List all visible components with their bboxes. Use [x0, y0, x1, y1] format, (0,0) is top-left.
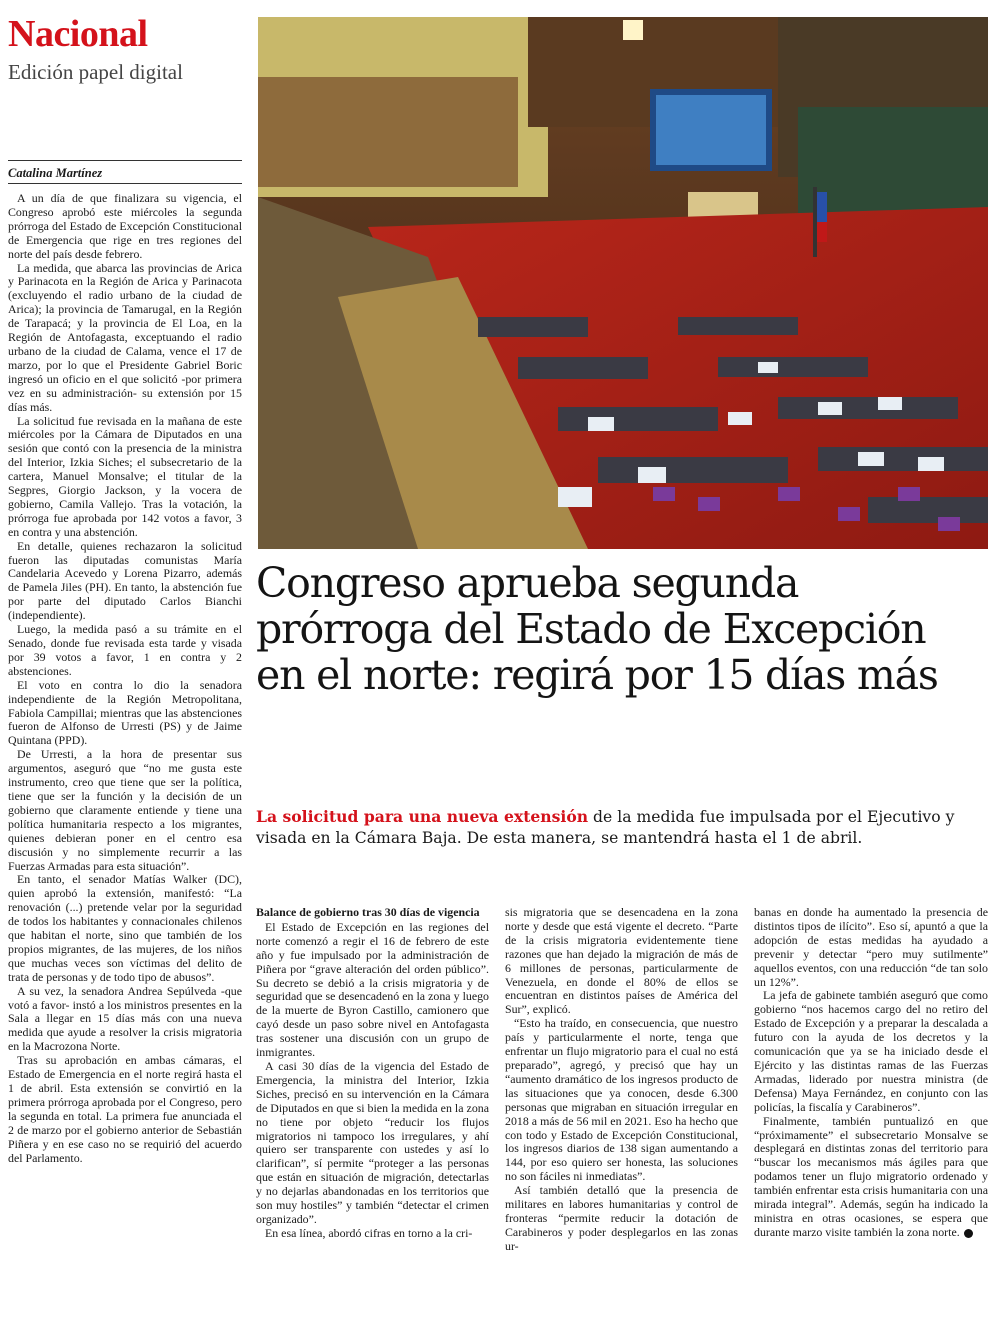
lead-text: de la medida fue impulsada por el Ejecutivo y visada en la Cámara Baja. De esta manera, se mantendrá hasta el 1 de abril.: [256, 808, 955, 847]
paragraph: [754, 1115, 988, 1240]
article-column-4: [754, 906, 988, 1240]
paragraph: En tanto, el senador Matías Walker (DC), quien aprobó la extensión, manifestó: “La renovación (...) pretende velar por la seguridad de todos los habitantes y connacionales chilenos que habitan el norte, sino que también de los propios migrantes, de las mujeres, de los niños que muchas veces son víctimas del delito de trata de personas y de todo tipo de abusos”.: [8, 872, 242, 984]
chamber-photo: [258, 17, 988, 549]
paragraph: “Esto ha traído, en consecuencia, que nuestro país y particularmente el norte, tenga que enfrentar un flujo migratorio para el cual no está preparado”, agregó, y precisó que hay un “aumento dramático de los ingresos producto de las situaciones que ya conocen, desde 6.300 personas que migraban en situación irregular en 2018 a más de 56 mil en 2021. Eso ha hecho que con todo y Estado de Excepción Constitucional, los ingresos diarios de 138 sigan aumentando a 144, por eso quiero ser honesta, las soluciones no son fáciles ni inmediatas”.: [505, 1016, 738, 1184]
paragraph: La solicitud fue revisada en la mañana de este miércoles por la Cámara de Diputados en una sesión que contó con la presencia de la ministra del Interior, Izkia Siches; el subsecretario de la cartera, Manuel Monsalve; el titular de la Segpres, Giorgio Jackson, y la vocera de gobierno, Camila Vallejo. Tras la votación, la prórroga fue aprobada por 142 votos a favor, 3 en contra y una abstención.: [8, 413, 242, 539]
paragraph: Así también detalló que la presencia de militares en labores humanitarias y control de fronteras “permite reducir la dotación de Carabineros y poder desplegarlos en las zonas ur-: [505, 1183, 738, 1253]
paragraph-text: Finalmente, también puntualizó en que “próximamente” el subsecretario Monsalve se desplegará en distintas zonas del territorio para “buscar los mecanismos más ágiles para que podamos tener un flujo migratorio ordenado y también enfrentar esta crisis humanitaria con una mirada integral”. Además, según ha indicado la ministra en otras ocasiones, se espera que durante marzo visite también la zona norte.: [754, 1113, 988, 1239]
paragraph: En detalle, quienes rechazaron la solicitud fueron las diputadas comunistas María Candelaria Acevedo y Lorena Pizarro, además de Pamela Jiles (PH). En tanto, la abstención fue por parte del diputado Carlos Bianchi (independiente).: [8, 538, 242, 623]
lead-paragraph: [256, 806, 976, 849]
paragraph: A casi 30 días de la vigencia del Estado de Emergencia, la ministra del Interior, Izkia Siches, precisó en su intervención en la Cámara de Diputados en que si bien la medida en la zona no tiene por objeto “reducir los flujos migratorios ni tampoco los irregulares, y ahí quiero ser transparente con ustedes y así lo clarifican”, sí permite “proteger a las personas que están en situación de migración, detectarlas y no dejarlas abandonadas en los territorios que son muy hostiles” y también “detectar el crimen organizado”.: [256, 1058, 489, 1226]
subheading: Balance de gobierno tras 30 días de vigencia: [256, 905, 480, 919]
edition-label: Edición papel digital: [8, 60, 183, 84]
article-column-1: [8, 192, 242, 1165]
divider: [8, 160, 242, 161]
paragraph: Luego, la medida pasó a su trámite en el Senado, donde fue revisada esta tarde y visada por 39 votos a favor, 1 en contra y 2 abstenciones.: [8, 622, 242, 678]
section-title: Nacional: [8, 13, 148, 55]
paragraph: banas en donde ha aumentado la presencia de distintos tipos de ilícito”. Eso sí, apuntó a que la adopción de estas medidas ha ayudado a prevenir y detectar “pero muy sutilmente” aquellos eventos, con una reducción “de tan solo un 12%”.: [754, 905, 988, 989]
paragraph: Tras su aprobación en ambas cámaras, el Estado de Emergencia en el norte regirá hasta el 1 de abril. Esta extensión se convirtió en la primera prórroga aprobada por el Congreso, pero la segunda en total. La primera fue anunciada el 2 de marzo por el gobierno anterior de Sebastián Piñera y en ese caso no se requirió del acuerdo del Parlamento.: [8, 1053, 242, 1165]
end-mark-icon: [964, 1229, 973, 1238]
paragraph: El Estado de Excepción en las regiones del norte comenzó a regir el 16 de febrero de este año y fue impulsado por la administración de Piñera por “grave alteración del orden público”. Su decreto se debió a la crisis migratoria y de seguridad que se desencadenó en la zona y luego de la muerte de Byron Castillo, camionero que cayó desde un paso sobre nivel en Antofagasta tras sostener una discusión con un grupo de inmigrantes.: [256, 919, 489, 1060]
paragraph: El voto en contra lo dio la senadora independiente de la Región Metropolitana, Fabiola Campillai; mientras que las abstenciones fueron de Alfonso de Urresti (PS) y de Jaime Quintana (PPD).: [8, 677, 242, 748]
article-column-2: [256, 906, 489, 1241]
paragraph: La jefa de gabinete también aseguró que como gobierno “nos hacemos cargo del no retiro del Estado de Excepción y a preparar la descalada a futuro con la ayuda de los decretos y la comunicación que ya se ha iniciado desde el Ejército y las distintas ramas de las Fuerzas Armadas, liderado por nuestra ministra (de Defensa) Maya Fernández, en conjunto con las policías, la fiscalía y Carabineros”.: [754, 988, 988, 1114]
paragraph: A un día de que finalizara su vigencia, el Congreso aprobó este miércoles la segunda prórroga del Estado de Excepción Constitucional de Emergencia que rige en tres regiones del norte del país desde febrero.: [8, 191, 242, 261]
paragraph: A su vez, la senadora Andrea Sepúlveda -que votó a favor- instó a los ministros presentes en la Sala a llegar en 15 días más con una nueva medida que ayude a resolver la crisis migratoria en la Macrozona Norte.: [8, 983, 242, 1054]
lead-highlight: La solicitud para una nueva extensión: [256, 807, 589, 826]
paragraph: La medida, que abarca las provincias de Arica y Parinacota en la Región de Arica y Parinacota (excluyendo el radio urbano de la ciudad de Arica); la provincia de Tamarugal, en la Región de Tarapacá; y la provincia de El Loa, en la Región de Antofagasta, exceptuando el radio urbano de la ciudad de Calama, vence el 17 de marzo, por lo que el Presidente Gabriel Boric ingresó un oficio en el que solicitó -por primera vez en su administración- su extensión por 15 días más.: [8, 260, 242, 414]
paragraph: De Urresti, a la hora de presentar sus argumentos, aseguró que “no me gusta este instrumento, creo que tiene que ser la política, tiene que ser la función y la decisión de un gobierno que claramente entiende y tiene una política humanitaria respecto a los migrantes, quienes debieran poner en el centro esa discusión y no simplemente recurrir a las Fuerzas Armadas para esta situación”.: [8, 747, 242, 873]
paragraph: En esa línea, abordó cifras en torno a la cri-: [265, 1225, 473, 1240]
paragraph: sis migratoria que se desencadena en la zona norte y desde que está vigente el decreto. “Parte de la crisis migratoria evidentemente tiene razones que han dejado la migración de más de 6 millones de personas, particularmente de Venezuela, en donde el 80% de ellos se encuentran en distintos países de América del Sur”, explicó.: [505, 905, 738, 1017]
article-column-3: [505, 906, 738, 1254]
author-byline: Catalina Martínez: [8, 166, 103, 180]
headline: Congreso aprueba segunda prórroga del Estado de Excepción en el norte: regirá por 15 días más: [256, 559, 938, 699]
divider: [8, 183, 242, 184]
